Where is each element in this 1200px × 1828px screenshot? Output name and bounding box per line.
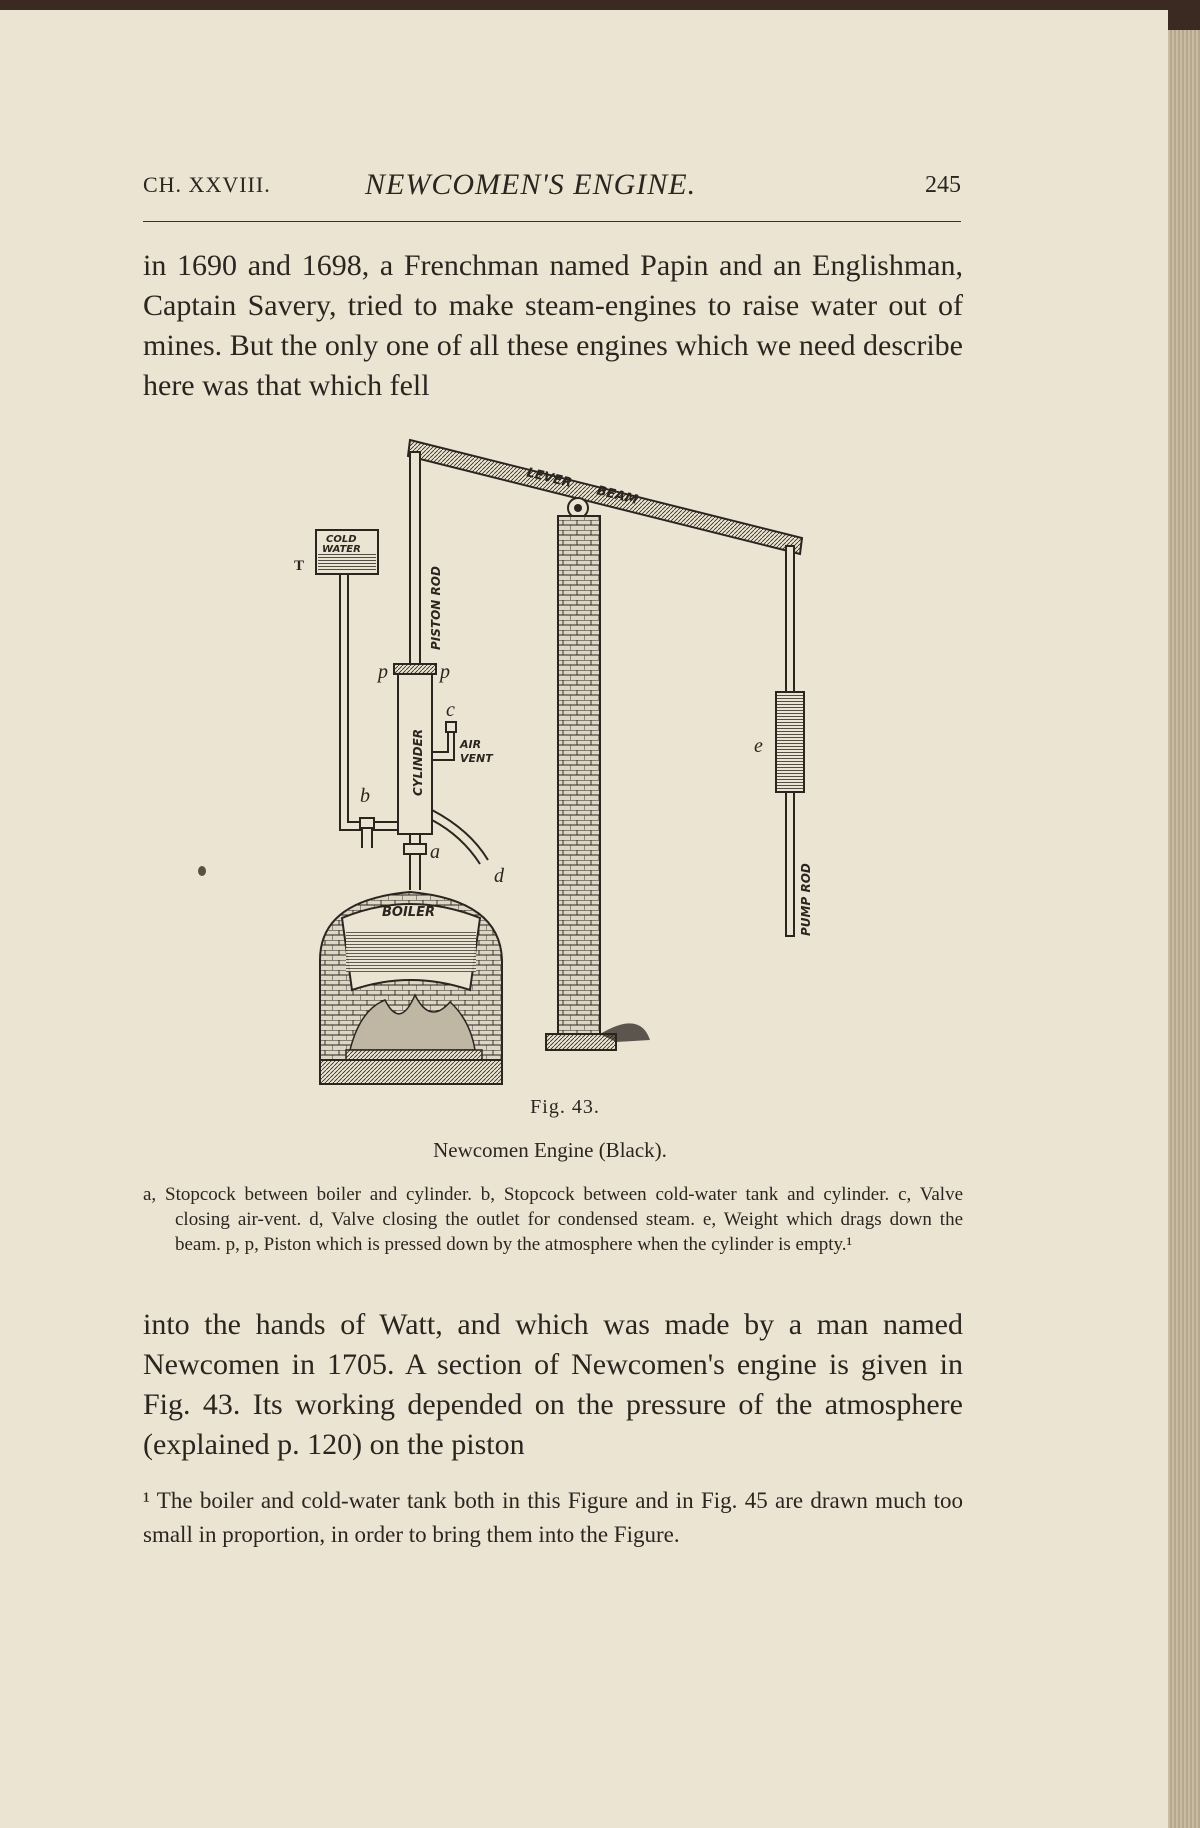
stopcock-a [404,844,426,854]
brick-pillar [558,516,600,1036]
footnote: ¹ The boiler and cold-water tank both in this Figure and in Fig. 45 are drawn much too small in proportion, in order to bring them into the Figure. [143,1488,963,1547]
fire-grate [346,1050,482,1060]
label-p-right: p [440,661,450,683]
label-air: AIR [460,738,482,751]
body-paragraph-2: into the hands of Watt, and which was made by a man named Newcomen in 1705. A section of Newcomen's engine is given in Fig. 43. Its working depended on the pressure of the atmosphere (explained p. 120) on the piston [143,1308,963,1461]
weight-e [776,692,804,792]
figure-caption: Newcomen Engine (Black). [433,1138,667,1162]
label-vent: VENT [460,752,493,765]
page-blemish [198,866,206,876]
stopcock-b [360,818,374,828]
label-beam: BEAM [595,483,640,508]
label-boiler: BOILER [382,905,435,920]
valve-c [446,722,456,732]
figure-legend: a, Stopcock between boiler and cylinder. b, Stopcock between cold-water tank and cylinder. c, Valve closing air-vent. d, Valve closing the outlet for condensed steam. e, Weight which drags down the beam. p, p, Piston which is pressed down by the atmosphere when the cylinder is empty.¹ [143,1184,963,1255]
running-header [143,168,961,208]
figure-number: Fig. 43. [530,1096,600,1118]
label-cold: COLD [326,534,357,545]
label-t: T [294,558,305,574]
header-rule [143,221,961,222]
chapter-label: CH. XXVIII. [143,172,271,197]
label-piston-rod: PISTON ROD [429,566,443,650]
label-d: d [494,865,504,887]
piston [394,664,436,674]
label-a: a [430,841,440,863]
body-paragraph-1: in 1690 and 1698, a Frenchman named Papin and an Englishman, Captain Savery, tried to make steam-engines to raise water out of mines. But the only one of all these engines which we need describe here was that which fell [143,249,963,402]
label-cylinder: CYLINDER [411,728,425,796]
boiler-base [320,1060,502,1084]
label-pump-rod: PUMP ROD [799,863,813,936]
newcomen-engine-figure [290,430,830,1090]
piston-rod [410,452,420,664]
label-c: c [446,699,455,721]
label-water: WATER [322,544,361,555]
label-p-left: p [378,661,388,683]
label-e: e [754,735,763,757]
label-b: b [360,785,370,807]
page-number: 245 [925,172,961,198]
page-edges [1168,30,1200,1828]
page-title: NEWCOMEN'S ENGINE. [365,168,697,201]
label-lever: LEVER [525,465,574,492]
